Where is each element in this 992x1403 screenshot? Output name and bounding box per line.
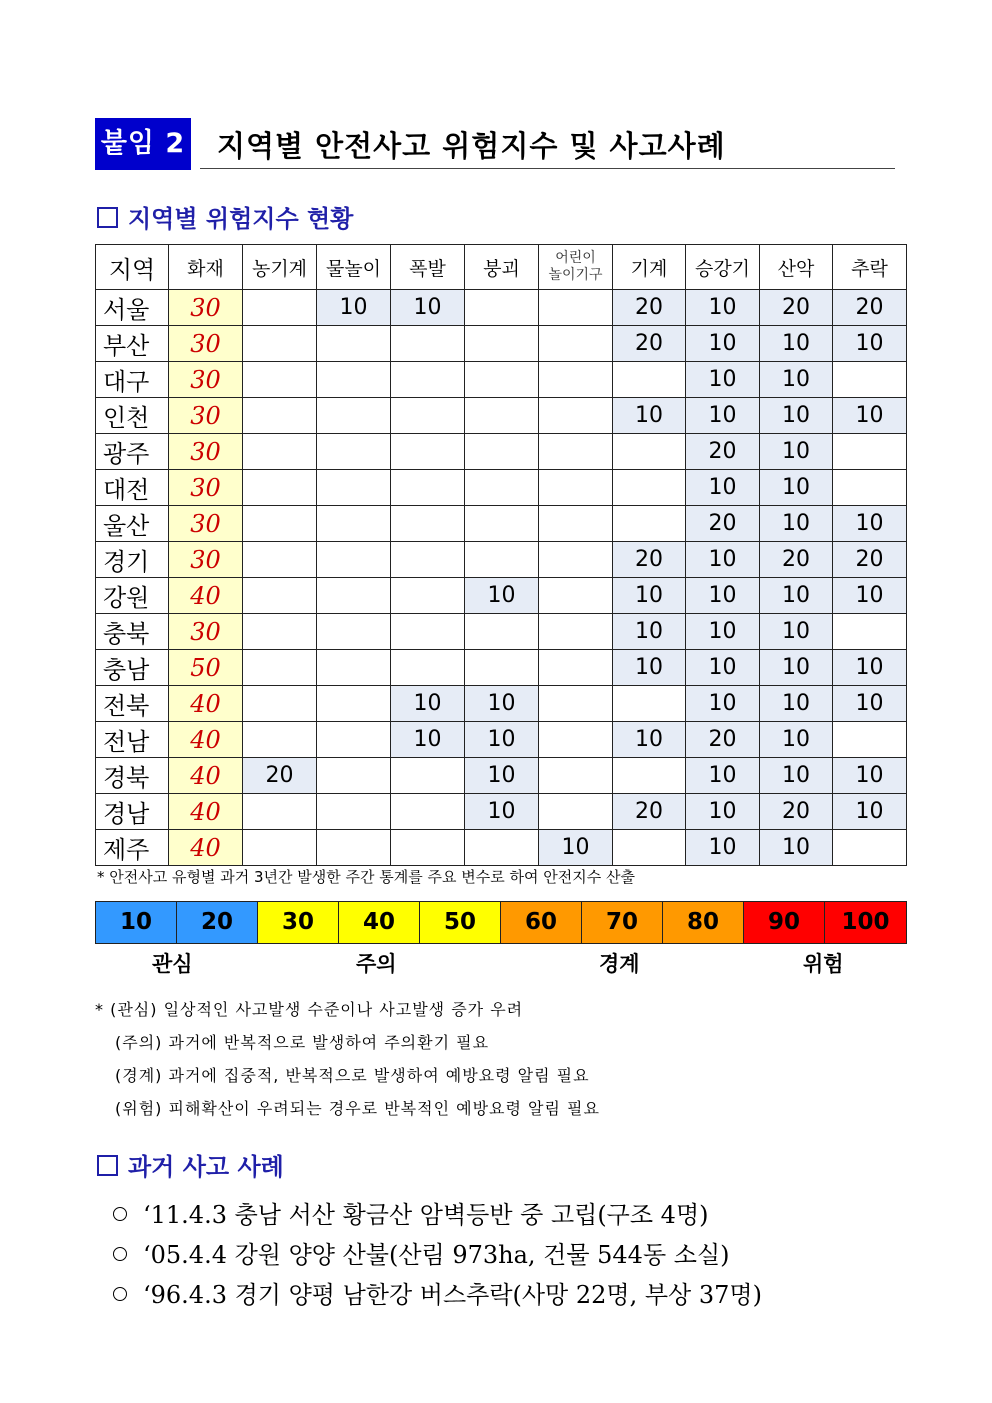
index-cell: [465, 290, 539, 326]
index-cell: [317, 326, 391, 362]
index-cell: 10: [686, 650, 760, 686]
index-cell: 10: [833, 506, 907, 542]
index-cell: [391, 434, 465, 470]
region-cell: 강원: [96, 578, 169, 614]
title-underline: [200, 168, 895, 169]
table-row: [96, 758, 907, 794]
index-cell: [613, 686, 686, 722]
index-cell: [613, 362, 686, 398]
index-cell: 10: [760, 686, 833, 722]
region-cell: 경남: [96, 794, 169, 830]
column-header: 추락: [833, 245, 907, 290]
fire-index-cell: 30: [169, 362, 243, 398]
index-cell: [391, 794, 465, 830]
index-cell: [465, 542, 539, 578]
index-cell: 10: [391, 722, 465, 758]
index-cell: [391, 326, 465, 362]
index-cell: 10: [613, 722, 686, 758]
index-cell: [317, 434, 391, 470]
index-cell: [465, 506, 539, 542]
index-cell: [465, 326, 539, 362]
table-row: [96, 290, 907, 326]
region-cell: 울산: [96, 506, 169, 542]
index-cell: [243, 614, 317, 650]
scale-segment: 20: [177, 902, 258, 943]
index-cell: 20: [613, 326, 686, 362]
scale-level-label: 주의: [356, 952, 397, 976]
index-cell: 20: [686, 506, 760, 542]
index-cell: [539, 506, 613, 542]
scale-segment: 30: [258, 902, 339, 943]
index-cell: 10: [833, 686, 907, 722]
index-cell: 10: [391, 290, 465, 326]
index-cell: 10: [613, 398, 686, 434]
index-cell: [391, 362, 465, 398]
circle-bullet-icon: [113, 1207, 127, 1221]
fire-index-cell: 30: [169, 290, 243, 326]
index-cell: 10: [760, 470, 833, 506]
index-cell: [391, 398, 465, 434]
index-cell: 20: [760, 290, 833, 326]
index-cell: 10: [833, 794, 907, 830]
index-cell: 10: [760, 578, 833, 614]
scale-segment: 100: [825, 902, 906, 943]
index-cell: 10: [760, 758, 833, 794]
scale-segment: 60: [501, 902, 582, 943]
index-cell: 20: [833, 290, 907, 326]
region-cell: 경기: [96, 542, 169, 578]
index-cell: [465, 362, 539, 398]
scale-segment: 50: [420, 902, 501, 943]
region-cell: 전북: [96, 686, 169, 722]
index-cell: 10: [760, 506, 833, 542]
index-cell: 10: [686, 326, 760, 362]
index-cell: [539, 542, 613, 578]
index-cell: [539, 758, 613, 794]
level-definition: (경계) 과거에 집중적, 반복적으로 발생하여 예방요령 알림 필요: [115, 1066, 590, 1085]
index-cell: 10: [391, 686, 465, 722]
index-cell: [317, 542, 391, 578]
column-header: 폭발: [391, 245, 465, 290]
index-cell: [243, 362, 317, 398]
region-cell: 광주: [96, 434, 169, 470]
index-cell: [391, 758, 465, 794]
region-cell: 인천: [96, 398, 169, 434]
index-cell: 10: [539, 830, 613, 866]
table-row: [96, 686, 907, 722]
index-cell: [391, 542, 465, 578]
index-cell: 10: [465, 578, 539, 614]
index-cell: [613, 506, 686, 542]
table-row: [96, 794, 907, 830]
index-cell: 10: [613, 614, 686, 650]
index-cell: 20: [243, 758, 317, 794]
index-cell: [539, 326, 613, 362]
index-cell: [539, 794, 613, 830]
index-cell: [465, 830, 539, 866]
scale-segment: 80: [663, 902, 744, 943]
index-cell: [243, 794, 317, 830]
index-cell: [317, 362, 391, 398]
scale-segment: 10: [96, 902, 177, 943]
index-cell: [465, 398, 539, 434]
index-cell: [243, 542, 317, 578]
fire-index-cell: 30: [169, 506, 243, 542]
fire-index-cell: 30: [169, 542, 243, 578]
index-cell: [465, 470, 539, 506]
fire-index-cell: 30: [169, 470, 243, 506]
index-cell: 10: [833, 398, 907, 434]
index-cell: 10: [317, 290, 391, 326]
column-header: 승강기: [686, 245, 760, 290]
column-header: 붕괴: [465, 245, 539, 290]
table-row: [96, 434, 907, 470]
column-header: 농기계: [243, 245, 317, 290]
past-cases-list: [113, 1195, 762, 1315]
fire-index-cell: 30: [169, 614, 243, 650]
index-cell: [465, 614, 539, 650]
index-cell: [391, 650, 465, 686]
scale-segment: 40: [339, 902, 420, 943]
index-cell: [317, 650, 391, 686]
table-row: [96, 326, 907, 362]
level-definition: * (관심) 일상적인 사고발생 수준이나 사고발생 증가 우려: [95, 1000, 524, 1019]
index-cell: [539, 650, 613, 686]
index-cell: 20: [760, 542, 833, 578]
index-cell: [539, 470, 613, 506]
fire-index-cell: 40: [169, 722, 243, 758]
index-cell: 10: [833, 758, 907, 794]
index-cell: 10: [686, 542, 760, 578]
column-header-line: 놀이기구: [548, 267, 603, 283]
region-cell: 전남: [96, 722, 169, 758]
section-heading-past-cases: [97, 1147, 284, 1182]
index-cell: [243, 686, 317, 722]
index-cell: [317, 830, 391, 866]
table-row: [96, 614, 907, 650]
index-cell: 10: [613, 650, 686, 686]
column-header: 산악: [760, 245, 833, 290]
index-cell: [317, 614, 391, 650]
index-cell: 10: [686, 362, 760, 398]
level-definition: (위험) 피해확산이 우려되는 경우로 반복적인 예방요령 알림 필요: [115, 1099, 600, 1118]
fire-index-cell: 40: [169, 578, 243, 614]
index-cell: [243, 434, 317, 470]
index-cell: [317, 506, 391, 542]
index-cell: [317, 398, 391, 434]
fire-index-cell: 50: [169, 650, 243, 686]
index-cell: 20: [613, 290, 686, 326]
level-definition: (주의) 과거에 반복적으로 발생하여 주의환기 필요: [115, 1033, 490, 1052]
fire-index-cell: 40: [169, 794, 243, 830]
region-cell: 충북: [96, 614, 169, 650]
table-row: [96, 470, 907, 506]
calculation-note: * 안전사고 유형별 과거 3년간 발생한 주간 통계를 주요 변수로 하여 안전지수 산출: [97, 868, 635, 886]
index-cell: 10: [760, 830, 833, 866]
region-cell: 대전: [96, 470, 169, 506]
section-heading-text: 지역별 위험지수 현황: [128, 205, 354, 233]
index-cell: [833, 470, 907, 506]
scale-level-label: 위험: [803, 952, 844, 976]
index-cell: 10: [686, 578, 760, 614]
index-cell: [539, 398, 613, 434]
index-cell: [833, 434, 907, 470]
scale-segment: 90: [744, 902, 825, 943]
column-header: 화재: [169, 245, 243, 290]
page-header: [95, 118, 895, 172]
index-cell: [317, 794, 391, 830]
index-cell: 20: [686, 722, 760, 758]
column-header: 물놀이: [317, 245, 391, 290]
index-cell: [833, 722, 907, 758]
index-cell: 10: [833, 578, 907, 614]
index-cell: 10: [760, 326, 833, 362]
index-cell: [391, 506, 465, 542]
index-cell: 10: [613, 578, 686, 614]
index-cell: [613, 434, 686, 470]
index-cell: [243, 722, 317, 758]
index-cell: 10: [760, 614, 833, 650]
column-header: 기계: [613, 245, 686, 290]
index-cell: [243, 830, 317, 866]
index-cell: 10: [465, 794, 539, 830]
region-cell: 충남: [96, 650, 169, 686]
index-cell: [539, 686, 613, 722]
page-title: 지역별 안전사고 위험지수 및 사고사례: [217, 129, 726, 163]
risk-scale-bar: [95, 901, 907, 944]
fire-index-cell: 40: [169, 830, 243, 866]
index-cell: 10: [760, 398, 833, 434]
index-cell: [243, 398, 317, 434]
index-cell: [833, 362, 907, 398]
index-cell: [243, 290, 317, 326]
scale-segment: 70: [582, 902, 663, 943]
table-row: [96, 398, 907, 434]
index-cell: 10: [760, 722, 833, 758]
index-cell: [317, 686, 391, 722]
attachment-badge: 붙임 2: [95, 118, 191, 170]
index-cell: [391, 830, 465, 866]
circle-bullet-icon: [113, 1247, 127, 1261]
index-cell: [833, 614, 907, 650]
index-cell: 10: [686, 398, 760, 434]
fire-index-cell: 40: [169, 686, 243, 722]
index-cell: [317, 758, 391, 794]
index-cell: 10: [760, 650, 833, 686]
index-cell: [317, 470, 391, 506]
index-cell: 10: [686, 758, 760, 794]
index-cell: [243, 506, 317, 542]
index-cell: [391, 470, 465, 506]
scale-level-label: 관심: [152, 952, 193, 976]
index-cell: [243, 578, 317, 614]
table-row: [96, 650, 907, 686]
region-cell: 부산: [96, 326, 169, 362]
index-cell: 10: [833, 650, 907, 686]
index-cell: [243, 650, 317, 686]
level-definitions: [95, 997, 600, 1129]
region-cell: 서울: [96, 290, 169, 326]
index-cell: [833, 830, 907, 866]
table-header-row: [96, 245, 907, 290]
fire-index-cell: 30: [169, 434, 243, 470]
index-cell: [243, 326, 317, 362]
column-header-line: 어린이: [555, 250, 596, 266]
index-cell: 10: [465, 758, 539, 794]
index-cell: [539, 614, 613, 650]
table-body: [96, 290, 907, 866]
table-row: [96, 362, 907, 398]
table-row: [96, 830, 907, 866]
index-cell: [613, 830, 686, 866]
index-cell: 10: [465, 686, 539, 722]
fire-index-cell: 30: [169, 398, 243, 434]
index-cell: 10: [686, 830, 760, 866]
index-cell: [613, 470, 686, 506]
column-header: [539, 245, 613, 290]
square-bullet-icon: [97, 1155, 118, 1176]
section-heading-text: 과거 사고 사례: [128, 1153, 284, 1181]
region-cell: 경북: [96, 758, 169, 794]
index-cell: [317, 722, 391, 758]
index-cell: 20: [760, 794, 833, 830]
index-cell: 10: [686, 794, 760, 830]
index-cell: [539, 578, 613, 614]
table-row: [96, 578, 907, 614]
index-cell: [539, 290, 613, 326]
index-cell: 10: [760, 434, 833, 470]
index-cell: [317, 578, 391, 614]
index-cell: 10: [760, 362, 833, 398]
risk-index-table: [95, 244, 907, 866]
scale-level-label: 경계: [599, 952, 640, 976]
index-cell: [243, 470, 317, 506]
column-header: 지역: [96, 245, 169, 290]
table-row: [96, 506, 907, 542]
list-item: ‘05.4.4 강원 양양 산불(산림 973ha, 건물 544동 소실): [113, 1235, 762, 1275]
index-cell: [539, 362, 613, 398]
index-cell: [391, 614, 465, 650]
index-cell: 10: [686, 614, 760, 650]
region-cell: 제주: [96, 830, 169, 866]
section-heading-risk-index: [97, 199, 353, 234]
index-cell: 20: [686, 434, 760, 470]
index-cell: 10: [465, 722, 539, 758]
index-cell: [465, 650, 539, 686]
index-cell: 20: [613, 794, 686, 830]
list-item: ‘11.4.3 충남 서산 황금산 암벽등반 중 고립(구조 4명): [113, 1195, 762, 1235]
index-cell: [613, 758, 686, 794]
fire-index-cell: 40: [169, 758, 243, 794]
index-cell: [539, 434, 613, 470]
index-cell: 20: [833, 542, 907, 578]
square-bullet-icon: [97, 207, 118, 228]
table-row: [96, 722, 907, 758]
index-cell: 10: [686, 290, 760, 326]
table-row: [96, 542, 907, 578]
index-cell: 10: [833, 326, 907, 362]
index-cell: [539, 722, 613, 758]
index-cell: 10: [686, 470, 760, 506]
region-cell: 대구: [96, 362, 169, 398]
index-cell: [391, 578, 465, 614]
index-cell: 20: [613, 542, 686, 578]
list-item: ‘96.4.3 경기 양평 남한강 버스추락(사망 22명, 부상 37명): [113, 1275, 762, 1315]
circle-bullet-icon: [113, 1287, 127, 1301]
fire-index-cell: 30: [169, 326, 243, 362]
index-cell: 10: [686, 686, 760, 722]
index-cell: [465, 434, 539, 470]
